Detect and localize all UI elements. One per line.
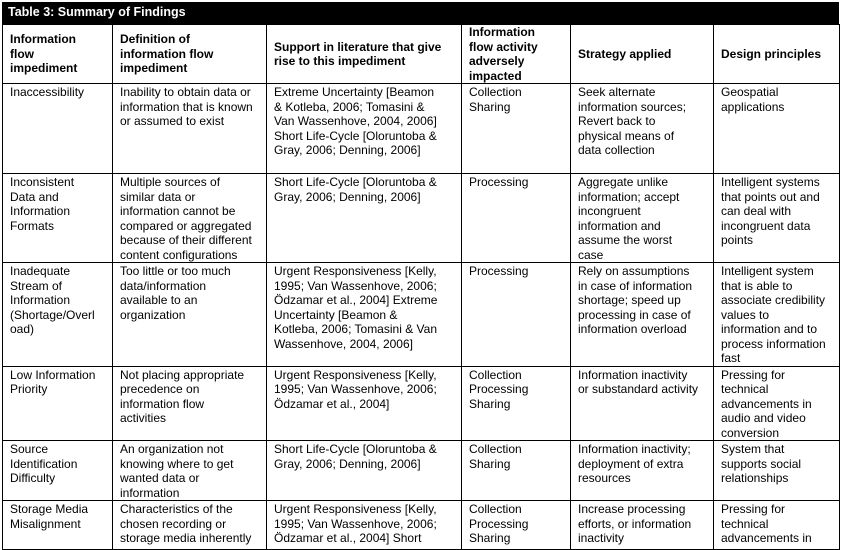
cell-text: Pressing for (721, 367, 786, 382)
header-text: rise to this impediment (274, 54, 406, 68)
header-row (3, 25, 840, 84)
definition-cell (113, 441, 267, 501)
cell-text: Characteristics of the (120, 502, 233, 516)
definition-cell (113, 366, 267, 441)
cell-text: that is able to (721, 278, 793, 293)
cell-text: Data and (10, 189, 59, 204)
cell-text: Low Information (10, 367, 96, 382)
cell-text: Intelligent system (721, 264, 814, 278)
design-cell (714, 263, 840, 367)
cell-text: can deal with (721, 204, 792, 218)
cell-text: Sharing (469, 456, 511, 471)
cell-text: Processing (469, 264, 529, 278)
strategy-cell (571, 441, 714, 501)
cell-text: Revert back to (578, 114, 656, 128)
cell-text: advancements in (721, 396, 812, 411)
cell-text: Intelligent systems (721, 175, 820, 189)
cell-text: information (120, 485, 180, 500)
definition-cell (113, 263, 267, 367)
cell-text: information overload (578, 322, 687, 336)
cell-text: Collection (469, 502, 522, 516)
strategy-cell (571, 366, 714, 441)
cell-text: Formats (10, 218, 55, 233)
cell-text: Short Life-Cycle [Oloruntoba & (274, 442, 437, 456)
cell-text: associate credibility (721, 293, 826, 307)
cell-text: audio and video (721, 411, 806, 425)
cell-text: knowing where to get (120, 456, 234, 471)
cell-text: incongruent data (721, 218, 811, 233)
cell-text: Storage Media (10, 502, 89, 516)
impediment-cell (3, 366, 113, 441)
definition-cell (113, 174, 267, 263)
cell-text: storage media inherently (120, 531, 252, 545)
cell-text: Short Life-Cycle [Oloruntoba & (274, 128, 437, 143)
cell-text: Gray, 2006; Denning, 2006] (274, 189, 421, 204)
cell-text: & Kotleba, 2006; Tomasini & (274, 99, 425, 114)
header-text: flow (10, 46, 34, 61)
table-body (3, 84, 840, 550)
cell-text: advancements in (721, 531, 812, 545)
cell-text: Ödzamar et al., 2004] Extreme (274, 293, 438, 307)
cell-text: applications (721, 99, 785, 114)
cell-text: chosen recording or (120, 516, 227, 531)
cell-text: processing in case of (578, 307, 691, 322)
cell-text: Information inactivity; (578, 442, 691, 456)
table-row (3, 174, 840, 263)
cell-text: Van Wassenhove, 2004, 2006] (274, 114, 437, 128)
cell-text: Extreme Uncertainty [Beamon (274, 85, 435, 99)
impediment-cell (3, 174, 113, 263)
cell-text: case (578, 247, 604, 262)
cell-text: oad) (10, 322, 35, 336)
header-text: flow activity (469, 39, 538, 54)
literature-cell (267, 174, 462, 263)
cell-text: information flow (120, 396, 205, 411)
literature-cell (267, 84, 462, 174)
cell-text: Collection (469, 367, 522, 382)
cell-text: Sharing (469, 396, 511, 411)
cell-text: information; accept (578, 189, 680, 204)
activity-cell (462, 84, 571, 174)
cell-text: Wassenhove, 2004, 2006] (274, 336, 413, 351)
cell-text: Rely on assumptions (578, 264, 690, 278)
cell-text: available to an (120, 293, 198, 307)
cell-text: Urgent Responsiveness [Kelly, (274, 264, 437, 278)
design-cell (714, 501, 840, 550)
cell-text: Difficulty (10, 471, 56, 485)
cell-text: Aggregate unlike (578, 175, 669, 189)
cell-text: Short Life-Cycle [Oloruntoba & (274, 175, 437, 189)
cell-text: 1995; Van Wassenhove, 2006; (274, 278, 437, 293)
cell-text: Ödzamar et al., 2004] (274, 396, 390, 411)
cell-text: Source (10, 442, 49, 456)
strategy-cell (571, 84, 714, 174)
header-text: Strategy applied (578, 46, 672, 61)
cell-text: Identification (10, 456, 78, 471)
cell-text: Gray, 2006; Denning, 2006] (274, 143, 421, 157)
cell-text: Pressing for (721, 502, 786, 516)
header-text: impediment (10, 61, 78, 76)
table-title: Table 3: Summary of Findings (2, 2, 839, 24)
strategy-cell (571, 501, 714, 550)
design-cell (714, 441, 840, 501)
cell-text: Increase processing (578, 502, 686, 516)
cell-text: efforts, or information (578, 516, 692, 531)
cell-text: 1995; Van Wassenhove, 2006; (274, 382, 437, 396)
header-text: adversely (469, 54, 525, 68)
cell-text: values to (721, 307, 770, 322)
cell-text: inactivity (578, 531, 625, 545)
header-text: impacted (469, 68, 522, 83)
cell-text: incongruent (578, 204, 641, 218)
cell-text: Stream of (10, 278, 63, 293)
cell-text: Inaccessibility (10, 85, 85, 99)
header-text: Information (10, 32, 76, 47)
cell-text: Collection (469, 442, 522, 456)
impediment-cell (3, 263, 113, 367)
cell-text: Priority (10, 382, 48, 396)
cell-text: information and to (721, 322, 818, 336)
cell-text: (Shortage/Overl (10, 307, 95, 322)
cell-text: Sharing (469, 99, 511, 114)
cell-text: An organization not (120, 442, 224, 456)
literature-header (267, 25, 462, 84)
cell-text: Collection (469, 85, 522, 99)
cell-text: Information (10, 293, 71, 307)
cell-text: technical (721, 516, 769, 531)
cell-text: Misalignment (10, 516, 81, 531)
cell-text: Processing (469, 382, 529, 396)
impediment-cell (3, 441, 113, 501)
cell-text: or substandard activity (578, 382, 699, 396)
cell-text: Inadequate (10, 264, 71, 278)
table-row (3, 263, 840, 367)
design-cell (714, 366, 840, 441)
design-cell (714, 174, 840, 263)
cell-text: technical (721, 382, 769, 396)
cell-text: Not placing appropriate (120, 367, 245, 382)
strategy-cell (571, 174, 714, 263)
header-text: Design principles (721, 46, 822, 61)
cell-text: relationships (721, 471, 789, 485)
design-header (714, 25, 840, 84)
cell-text: Inconsistent (10, 175, 75, 189)
cell-text: data/information (120, 278, 207, 293)
activity-cell (462, 366, 571, 441)
cell-text: organization (120, 307, 186, 322)
cell-text: System that (721, 442, 785, 456)
impediment-header (3, 25, 113, 84)
cell-text: Gray, 2006; Denning, 2006] (274, 456, 421, 471)
cell-text: conversion (721, 425, 780, 440)
table-row (3, 441, 840, 501)
cell-text: Seek alternate (578, 85, 656, 99)
cell-text: Ödzamar et al., 2004] Short (274, 531, 422, 545)
cell-text: Processing (469, 175, 529, 189)
cell-text: because of their different (120, 233, 252, 247)
table-row (3, 366, 840, 441)
cell-text: Geospatial (721, 85, 779, 99)
activity-cell (462, 441, 571, 501)
cell-text: Information (10, 204, 71, 218)
cell-text: Kotleba, 2006; Tomasini & Van (274, 322, 437, 336)
activity-cell (462, 174, 571, 263)
cell-text: data collection (578, 143, 655, 157)
cell-text: physical means of (578, 128, 675, 143)
cell-text: compared or aggregated (120, 218, 252, 233)
cell-text: shortage; speed up (578, 293, 681, 307)
cell-text: in case of information (578, 278, 693, 293)
cell-text: information sources; (578, 99, 687, 114)
cell-text: assume the worst (578, 233, 673, 247)
cell-text: Sharing (469, 531, 511, 545)
cell-text: activities (120, 411, 167, 425)
findings-table (2, 24, 840, 550)
cell-text: similar data or (120, 189, 196, 204)
cell-text: Information inactivity (578, 367, 688, 382)
definition-cell (113, 84, 267, 174)
findings-table-container (2, 2, 839, 550)
cell-text: Uncertainty [Beamon & (274, 307, 398, 322)
cell-text: precedence on (120, 382, 200, 396)
impediment-cell (3, 501, 113, 550)
literature-cell (267, 366, 462, 441)
table-row (3, 84, 840, 174)
cell-text: content configurations (120, 247, 238, 262)
cell-text: Urgent Responsiveness [Kelly, (274, 367, 437, 382)
header-text: Support in literature that give (274, 39, 442, 54)
cell-text: wanted data or (120, 471, 200, 485)
header-text: Information (469, 25, 535, 39)
cell-text: Too little or too much (120, 264, 231, 278)
cell-text: that points out and (721, 189, 820, 204)
cell-text: supports social (721, 456, 802, 471)
strategy-header (571, 25, 714, 84)
cell-text: Urgent Responsiveness [Kelly, (274, 502, 437, 516)
literature-cell (267, 441, 462, 501)
cell-text: Multiple sources of (120, 175, 221, 189)
literature-cell (267, 501, 462, 550)
cell-text: process information (721, 336, 826, 351)
cell-text: information that is known (120, 99, 253, 114)
cell-text: or assumed to exist (120, 114, 225, 128)
cell-text: 1995; Van Wassenhove, 2006; (274, 516, 437, 531)
impediment-cell (3, 84, 113, 174)
cell-text: information cannot be (120, 204, 236, 218)
table-row (3, 501, 840, 550)
cell-text: Inability to obtain data or (120, 85, 251, 99)
activity-cell (462, 263, 571, 367)
header-text: information flow (120, 46, 214, 61)
header-text: impediment (120, 61, 188, 76)
cell-text: fast (721, 351, 741, 365)
strategy-cell (571, 263, 714, 367)
cell-text: resources (578, 471, 631, 485)
cell-text: deployment of extra (578, 456, 684, 471)
cell-text: points (721, 233, 754, 247)
literature-cell (267, 263, 462, 367)
definition-cell (113, 501, 267, 550)
activity-cell (462, 501, 571, 550)
activity-header (462, 25, 571, 84)
header-text: Definition of (120, 32, 190, 47)
design-cell (714, 84, 840, 174)
definition-header (113, 25, 267, 84)
cell-text: information and (578, 218, 661, 233)
cell-text: Processing (469, 516, 529, 531)
